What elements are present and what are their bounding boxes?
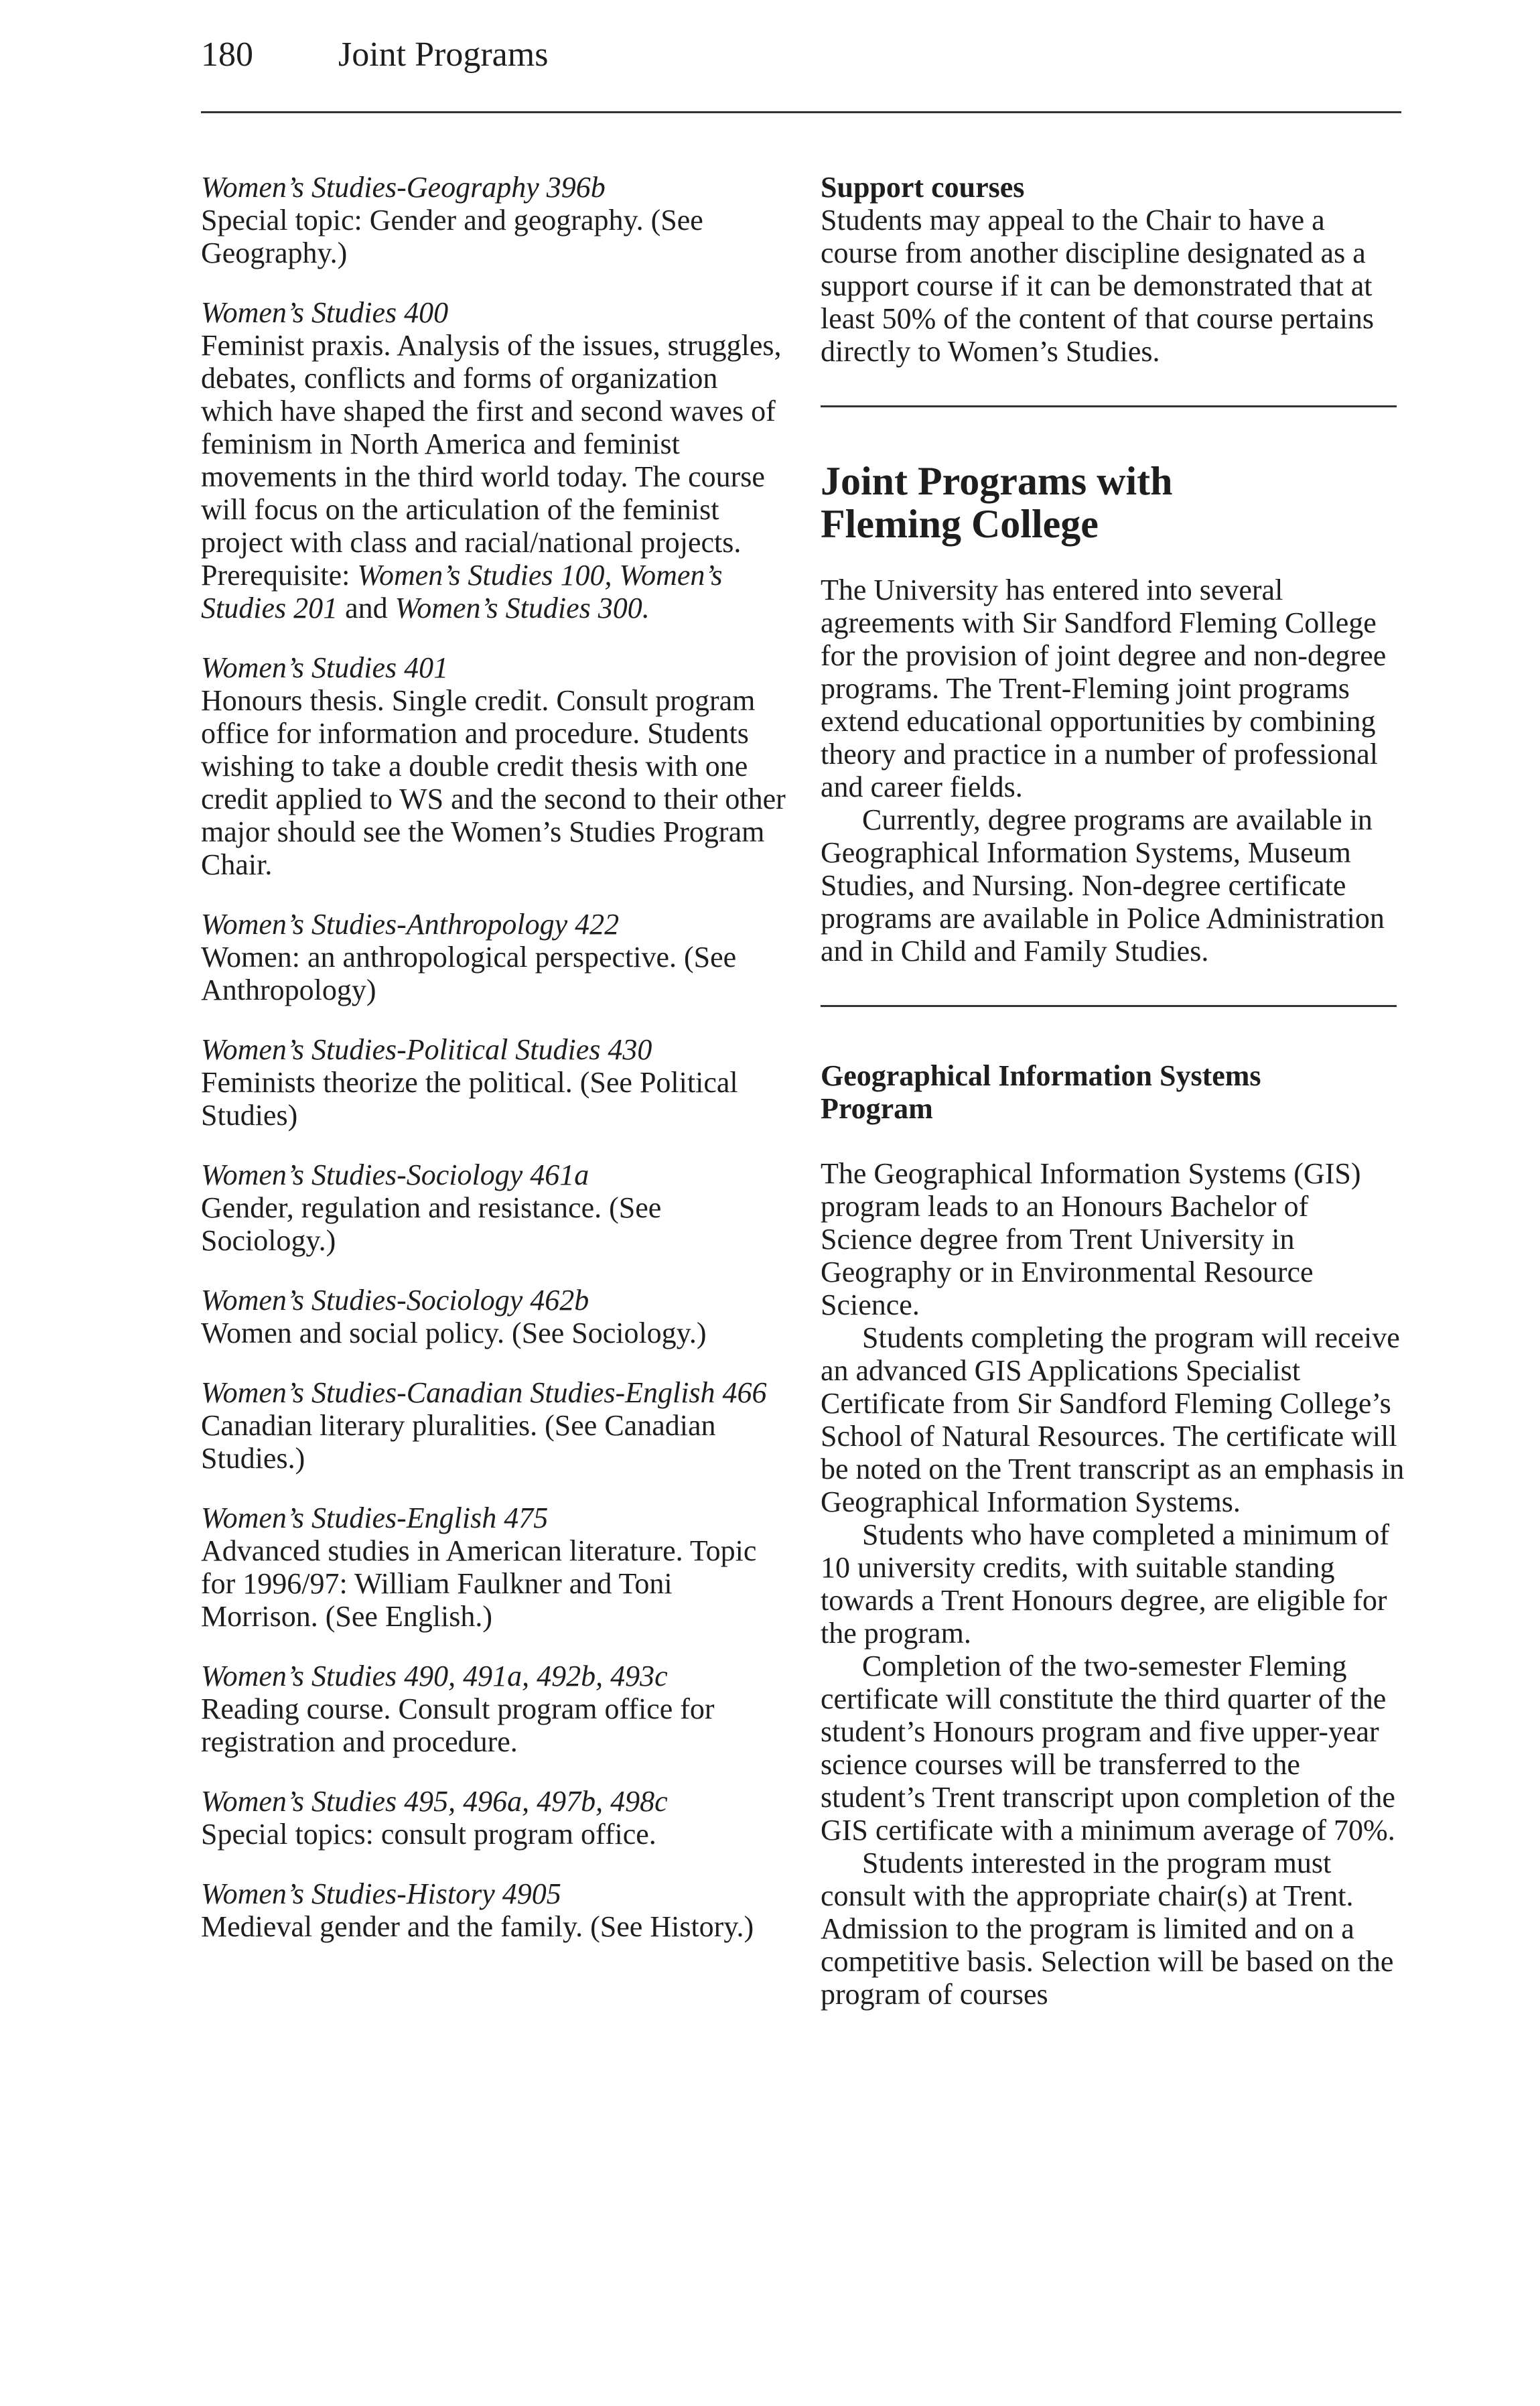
course-description [201, 329, 790, 624]
left-column [201, 171, 790, 1970]
course-entry [201, 1660, 790, 1758]
joint-programs-heading-line2: Fleming College [821, 502, 1099, 546]
gis-program-heading-line2: Program [821, 1092, 933, 1125]
course-description: Advanced studies in American literature. Topic for 1996/97: William Faulkner and Toni Morrison. (See English.) [201, 1534, 757, 1633]
course-description: Medieval gender and the family. (See History.) [201, 1910, 754, 1943]
course-description: Feminists theorize the political. (See Political Studies) [201, 1066, 738, 1132]
gis-paragraph: Students interested in the program must consult with the appropriate chair(s) at Trent. Admission to the program is limited and on a competitive basis. Selection will be based on the program of courses [821, 1847, 1394, 2011]
gis-text: The Geographical Information Systems ( [821, 1157, 1304, 1190]
course-description-text: Feminist praxis. Analysis of the issues, struggles, debates, conflicts and forms of organization which have shaped the first and second waves of feminism in North America and feminist movements in the third world today. The course will focus on the articulation of the feminist project with class and racial/national projects. [201, 329, 782, 559]
gis-paragraph [821, 1321, 1407, 1518]
course-entry [201, 1785, 790, 1851]
prerequisite-and: and [338, 592, 395, 624]
joint-programs-heading [821, 460, 1407, 545]
running-title: Joint Programs [338, 36, 549, 74]
course-description: Special topics: consult program office. [201, 1818, 656, 1851]
support-courses-heading: Support courses [821, 171, 1025, 204]
course-description: Honours thesis. Single credit. Consult program office for information and procedure. Students wishing to take a double credit thesis with one credit applied to WS and the second to their other major should see the Women’s Studies Program Chair. [201, 684, 786, 881]
gis-abbrev: GIS [821, 1814, 868, 1847]
course-description: Women: an anthropological perspective. (See Anthropology) [201, 941, 737, 1006]
course-title: Women’s Studies-Sociology 462b [201, 1284, 589, 1317]
gis-text: ) program leads to an Honours Bachelor of Science degree from Trent University in Geography or in Environmental Resource Science. [821, 1157, 1361, 1321]
joint-programs-paragraph: Currently, degree programs are available in Geographical Information Systems, Museum Studies, and Nursing. Non-degree certificate programs are available in Police Administration and in Child and Family Studies. [821, 803, 1385, 967]
course-description: Women and social policy. (See Sociology.) [201, 1317, 707, 1349]
course-entry [201, 1033, 790, 1132]
course-title: Women’s Studies 400 [201, 296, 449, 329]
course-title: Women’s Studies 490, 491a, 492b, 493c [201, 1660, 668, 1692]
course-title: Women’s Studies-Political Studies 430 [201, 1033, 652, 1066]
support-courses-section [821, 171, 1407, 368]
course-entry [201, 1284, 790, 1349]
gis-program-section [821, 1059, 1407, 2011]
course-description: Canadian literary pluralities. (See Canadian Studies.) [201, 1409, 716, 1475]
joint-programs-heading-line1: Joint Programs with [821, 459, 1173, 503]
joint-programs-paragraph: The University has entered into several agreements with Sir Sandford Fleming College for the provision of joint degree and non-degree programs. The Trent-Fleming joint programs extend educational opportunities by combining theory and practice in a number of professional and career fields. [821, 574, 1387, 803]
course-title: Women’s Studies-Sociology 461a [201, 1158, 589, 1191]
gis-program-heading-line1: Geographical Information Systems [821, 1059, 1261, 1092]
page-header [201, 27, 1407, 87]
gis-abbrev: GIS [974, 1354, 1022, 1387]
course-entry [201, 908, 790, 1006]
gis-paragraph: Students who have completed a minimum of 10 university credits, with suitable standing towards a Trent Honours degree, are eligible for the program. [821, 1518, 1389, 1650]
gis-paragraph [821, 1157, 1407, 1321]
course-entry [201, 1501, 790, 1633]
section-divider [821, 405, 1397, 407]
course-entry [201, 171, 790, 269]
course-title: Women’s Studies 401 [201, 651, 449, 684]
gis-text: Completion of the two-semester Fleming certificate will constitute the third quarter of the student’s Honours program and five upper-year science courses will be transferred to the student’s Trent transcript upon completion of the [821, 1650, 1395, 1814]
section-divider [821, 1005, 1397, 1007]
support-courses-text: Students may appeal to the Chair to have a course from another discipline designated as a support course if it can be demonstrated that at least 50% of the content of that course pertains directly to Women’s Studies. [821, 204, 1374, 368]
gis-text: certificate with a minimum average of 70%. [867, 1814, 1395, 1847]
prerequisite-courses-a: Women’s Studies 100, Women’s Studies 201 [201, 559, 723, 624]
gis-abbrev: GIS [1303, 1157, 1351, 1190]
course-title: Women’s Studies-Geography 396b [201, 171, 606, 204]
joint-programs-section [821, 460, 1407, 967]
prerequisite-label: Prerequisite: [201, 559, 358, 592]
prerequisite-courses-b: Women’s Studies 300. [395, 592, 650, 624]
header-rule [201, 111, 1401, 113]
course-title: Women’s Studies 495, 496a, 497b, 498c [201, 1785, 668, 1818]
course-entry [201, 1158, 790, 1257]
course-title: Women’s Studies-English 475 [201, 1501, 549, 1534]
course-entry [201, 1376, 790, 1475]
course-description: Reading course. Consult program office for registration and procedure. [201, 1692, 715, 1758]
course-entry [201, 1877, 790, 1943]
course-entry [201, 296, 790, 624]
course-description: Gender, regulation and resistance. (See Sociology.) [201, 1191, 662, 1257]
gis-paragraph [821, 1650, 1407, 1847]
course-title: Women’s Studies-History 4905 [201, 1877, 561, 1910]
gis-text: Students completing the program will receive an advanced [821, 1321, 1400, 1387]
course-entry [201, 651, 790, 881]
page-number: 180 [201, 36, 253, 74]
course-title: Women’s Studies-Anthropology 422 [201, 908, 620, 941]
gis-program-heading [821, 1059, 1407, 1125]
course-title: Women’s Studies-Canadian Studies-English 466 [201, 1376, 767, 1409]
gis-text: Applications Specialist Certificate from Sir Sandford Fleming College’s School of Natural Resources. The certificate will be noted on the Trent transcript as an emphasis in Geographical Information Systems. [821, 1354, 1405, 1518]
course-description: Special topic: Gender and geography. (See Geography.) [201, 204, 703, 269]
right-column [821, 171, 1407, 2011]
